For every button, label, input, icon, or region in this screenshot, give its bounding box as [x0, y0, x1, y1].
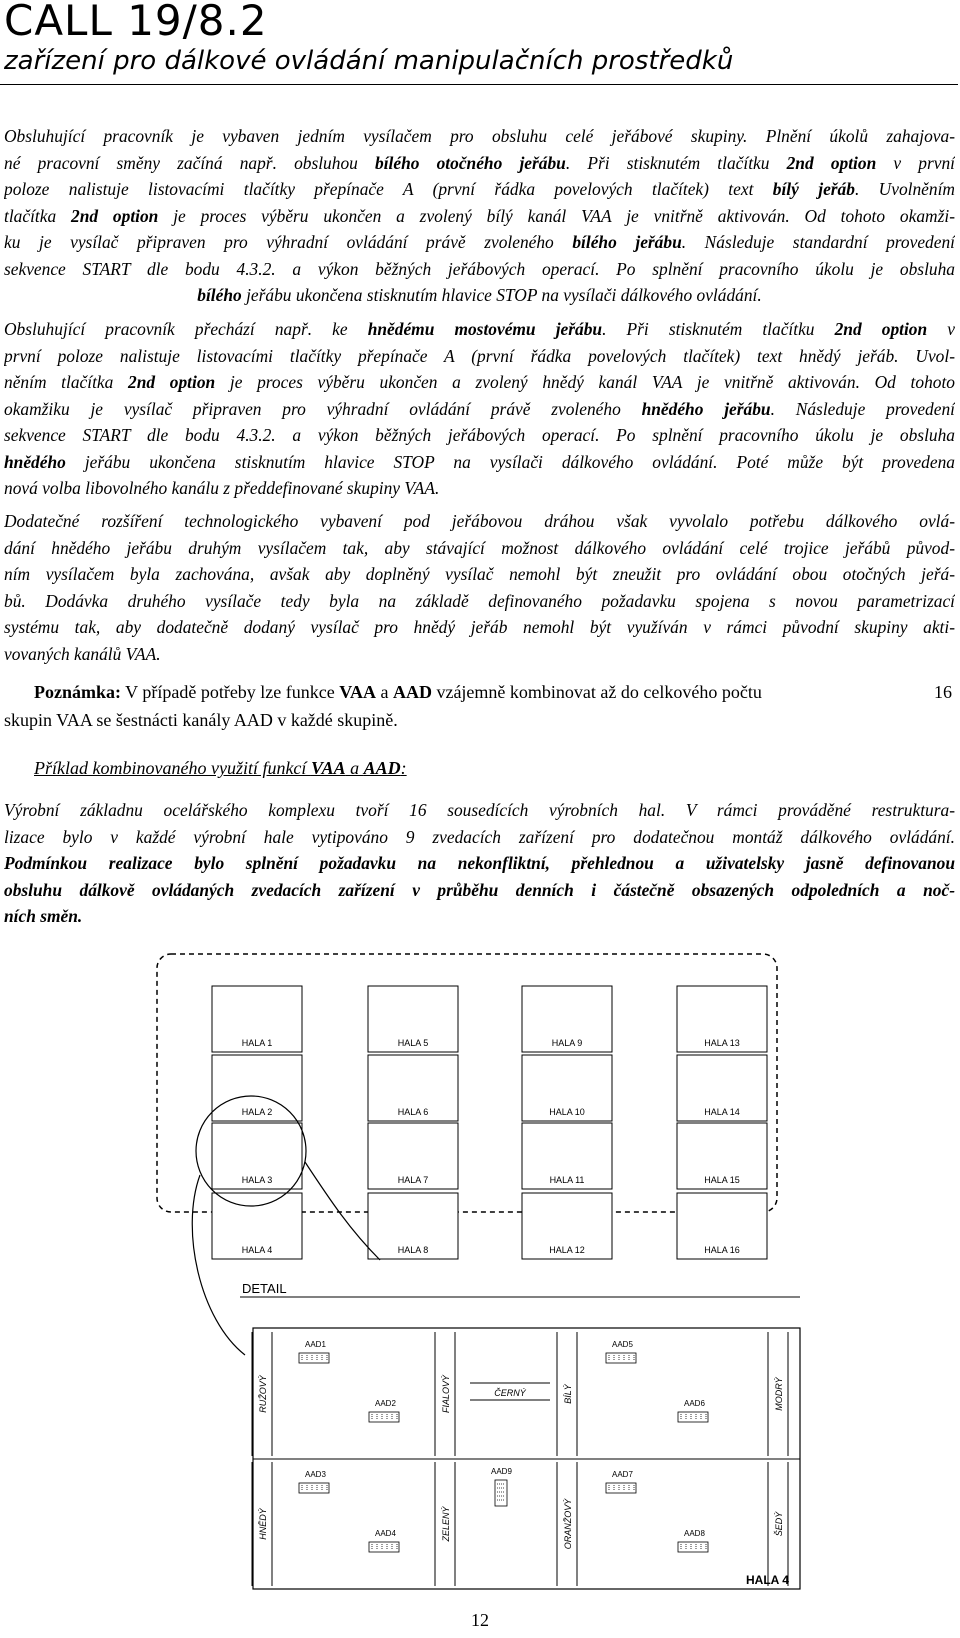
crane-color-label: FIALOVÝ: [441, 1374, 451, 1414]
hall-label: HALA 2: [241, 1107, 273, 1117]
text-line: hnědého jeřábu ukončena stisknutím hlavice STOP na vysílači dálkového ovládání. Poté může být provedena: [4, 451, 955, 472]
hall-box: [368, 1055, 458, 1121]
hall-box: [522, 1055, 612, 1121]
note-number: 16: [934, 682, 952, 702]
crane-color-label: ČERNÝ: [494, 1388, 526, 1398]
halls-grid: [212, 986, 767, 1259]
note-label: Poznámka:: [34, 682, 121, 702]
text-line: bů. Dodávka druhého vysílače tedy byla na základě definovaného požadavku spojena s novou parametrizací: [4, 590, 955, 611]
text-line: vovaných kanálů VAA.: [4, 643, 161, 664]
hall-label: HALA 13: [704, 1038, 740, 1048]
header-title: CALL 19/8.2: [4, 0, 268, 45]
text-line: bílého jeřábu ukončena stisknutím hlavice STOP na vysílači dálkového ovládání.: [197, 285, 762, 305]
page-number: 12: [471, 1610, 489, 1630]
aad-label: AAD1: [305, 1340, 326, 1349]
hall-label: HALA 10: [549, 1107, 585, 1117]
header-rule: [0, 84, 958, 85]
aad-label: AAD3: [305, 1470, 326, 1479]
hall-box: [677, 1055, 767, 1121]
text-line: systému tak, aby dodatečně dodaný vysílač pro hnědý jeřáb nemohl být využíván v rámci původní skupiny akti-: [4, 617, 955, 637]
hall-box: [368, 1193, 458, 1259]
aad-label: AAD4: [375, 1529, 396, 1538]
hall-label: HALA 16: [704, 1245, 740, 1255]
text-line: poloze nalistuje listovacími tlačítky přepínače A (první řádka povelových tlačítek) text bílý jeřáb. Uvolněním: [4, 179, 955, 199]
text-line: nová volba libovolného kanálu z předdefinované skupiny VAA.: [4, 478, 440, 498]
aad-label: AAD5: [612, 1340, 633, 1349]
crane-color-label: ORANŽOVÝ: [563, 1498, 573, 1550]
example-heading: Příklad kombinovaného využití funkcí VAA a AAD:: [34, 758, 407, 778]
text-line: sekvence START dle bodu 4.3.2. a výkon běžných jeřábových operací. Po splnění pracovního úkolu je obsluha: [4, 258, 955, 279]
text-line: okamžiku je vysílač připraven pro výhradní ovládání právě zvoleného hnědého jeřábu. Následuje provedení: [4, 398, 955, 419]
hall-layout-figure: [0, 940, 960, 1610]
aad-label: AAD7: [612, 1470, 633, 1479]
text-line: tlačítka 2nd option je proces výběru ukončen a zvolený bílý kanál VAA je vnitřně aktivován. Od tohoto okamži-: [4, 205, 955, 226]
text-line: Podmínkou realizace bylo splnění požadavku na nekonfliktní, přehlednou a uživatelsky jasně definovanou: [4, 853, 955, 873]
hall-label: HALA 15: [704, 1175, 740, 1185]
aad-label: AAD9: [491, 1467, 512, 1476]
hall-label: HALA 4: [241, 1245, 273, 1255]
hall-label: HALA 6: [397, 1107, 429, 1117]
hall-label: HALA 11: [549, 1175, 585, 1185]
paragraph-2: [4, 316, 955, 502]
text-line: lizace bylo v každé výrobní hale vytipováno 9 zvedacích zařízení pro dodatečnou montáž dálkového ovládání.: [4, 826, 955, 847]
note: Poznámka: V případě potřeby lze funkce VAA a AAD vzájemně kombinovat až do celkového počtu: [34, 682, 762, 702]
crane-color-label: HNĚDÝ: [258, 1508, 268, 1540]
text-line: dání hnědého jeřábu druhým vysílačem tak, aby stávající možnost dálkového ovládání celé trojice jeřábů původ-: [4, 537, 955, 558]
text-line: Dodatečné rozšíření technologického vybavení pod jeřábovou dráhou však vyvolalo potřebu dálkového ovlá-: [4, 511, 955, 531]
crane-color-label: ZELENÝ: [441, 1506, 451, 1542]
hall-label: HALA 3: [241, 1175, 273, 1185]
header-subtitle: zařízení pro dálkové ovládání manipulačních prostředků: [4, 46, 734, 76]
text-line: obsluhu dálkově ovládaných zvedacích zařízení v průběhu denních i částečně obsazených odpoledních a noč-: [4, 879, 955, 900]
text-line: ku je vysílač připraven pro výhradní ovládání právě zvoleného bílého jeřábu. Následuje standardní provedení: [4, 232, 955, 252]
paragraph-3: [4, 508, 955, 667]
hall-label: HALA 9: [551, 1038, 583, 1048]
paragraph-1: [4, 123, 955, 309]
hall-box: [212, 1193, 302, 1259]
hall-label: HALA 5: [397, 1038, 429, 1048]
aad-label: AAD8: [684, 1529, 705, 1538]
text-line: Obsluhující pracovník je vybaven jedním vysílačem pro obsluhu celé jeřábové skupiny. Plnění úkolů zahajova-: [4, 126, 955, 146]
crane-color-label: ŠEDÝ: [774, 1511, 784, 1537]
text-line: první poloze nalistuje listovacími tlačítky přepínače A (první řádka povelových tlačítek) text hnědý jeřáb. Uvol-: [4, 345, 955, 366]
paragraph-4: [4, 797, 955, 930]
note-line-2: skupin VAA se šestnácti kanály AAD v každé skupině.: [4, 710, 398, 730]
hall-box: [522, 1193, 612, 1259]
hall-label: HALA 12: [549, 1245, 585, 1255]
hall-label: HALA 14: [704, 1107, 740, 1117]
text-line: Obsluhující pracovník přechází např. ke hnědému mostovému jeřábu. Při stisknutém tlačítku 2nd option v: [4, 319, 955, 339]
text-line: ních směn.: [4, 906, 83, 926]
hall-label: HALA 8: [397, 1245, 429, 1255]
hall-box: [368, 1123, 458, 1189]
crane-color-label: BÍLÝ: [563, 1384, 573, 1404]
hall-box: [677, 1193, 767, 1259]
crane-color-label: RUŽOVÝ: [258, 1375, 268, 1413]
text-line: Výrobní základnu ocelářského komplexu tvoří 16 sousedících výrobních hal. V rámci prováděné restruktura-: [4, 800, 955, 820]
text-line: ním vysílačem byla zachována, avšak aby doplněný vysílač nemohl být zneužit pro ovládání obou otočných jeřá-: [4, 564, 955, 584]
detail-hall-label: HALA 4: [746, 1573, 789, 1587]
hall-box: [212, 986, 302, 1052]
hall-box: [677, 986, 767, 1052]
hall-box: [522, 986, 612, 1052]
hall-box: [212, 1123, 302, 1189]
detail-label: DETAIL: [242, 1281, 287, 1296]
hall-label: HALA 1: [241, 1038, 273, 1048]
text-line: né pracovní směny začíná např. obsluhou bílého otočného jeřábu. Při stisknutém tlačítku 2nd option v první: [4, 152, 955, 173]
hall-box: [522, 1123, 612, 1189]
hall-box: [677, 1123, 767, 1189]
text-line: něním tlačítka 2nd option je proces výběru ukončen a zvolený hnědý kanál VAA je vnitřně aktivován. Od tohoto: [4, 372, 955, 392]
hall-box: [368, 986, 458, 1052]
hall-label: HALA 7: [397, 1175, 429, 1185]
crane-color-label: MODRÝ: [774, 1377, 784, 1411]
aad-label: AAD6: [684, 1399, 705, 1408]
aad-label: AAD2: [375, 1399, 396, 1408]
text-line: sekvence START dle bodu 4.3.2. a výkon běžných jeřábových operací. Po splnění pracovního úkolu je obsluha: [4, 425, 955, 445]
